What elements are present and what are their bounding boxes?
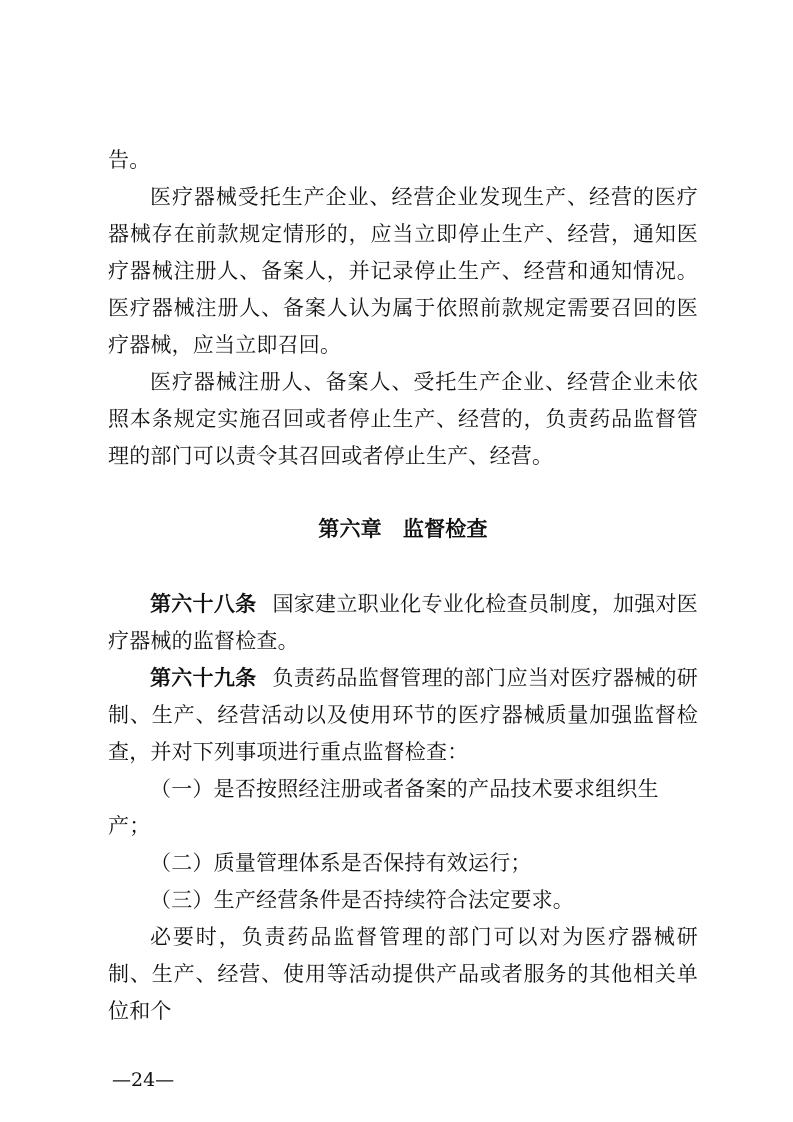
article-68 [108, 586, 698, 660]
chapter-heading [108, 511, 698, 548]
document-body [108, 142, 698, 1030]
article-68-title: 第六十八条 [150, 592, 257, 616]
list-item-1: （一）是否按照经注册或者备案的产品技术要求组织生产； [108, 777, 659, 838]
paragraph-order-recall: 医疗器械注册人、备案人、受托生产企业、经营企业未依照本条规定实施召回或者停止生产、经营的，负责药品监督管理的部门可以责令其召回或者停止生产、经营。 [108, 370, 698, 468]
list-item-3: （三）生产经营条件是否持续符合法定要求。 [150, 888, 574, 912]
article-69 [108, 660, 698, 771]
paragraph-recall-duty: 医疗器械受托生产企业、经营企业发现生产、经营的医疗器械存在前款规定情形的，应当立即停止生产、经营，通知医疗器械注册人、备案人，并记录停止生产、经营和通知情况。医疗器械注册人、备案人认为属于依照前款规定需要召回的医疗器械，应当立即召回。 [108, 185, 698, 357]
paragraph-continuation: 告。 [108, 148, 151, 172]
article-69-text: 负责药品监督管理的部门应当对医疗器械的研制、生产、经营活动以及使用环节的医疗器械质量加强监督检查，并对下列事项进行重点监督检查： [108, 666, 699, 764]
list-item-2: （二）质量管理体系是否保持有效运行； [150, 851, 532, 875]
page-number: —24— [112, 1069, 175, 1091]
chapter-title: 监督检查 [402, 517, 488, 541]
article-69-title: 第六十九条 [150, 666, 257, 690]
chapter-number: 第六章 [318, 517, 382, 541]
paragraph-when-necessary: 必要时，负责药品监督管理的部门可以对为医疗器械研制、生产、经营、使用等活动提供产品或者服务的其他相关单位和个 [108, 925, 698, 1023]
article-68-text: 国家建立职业化专业化检查员制度，加强对医疗器械的监督检查。 [108, 592, 699, 653]
